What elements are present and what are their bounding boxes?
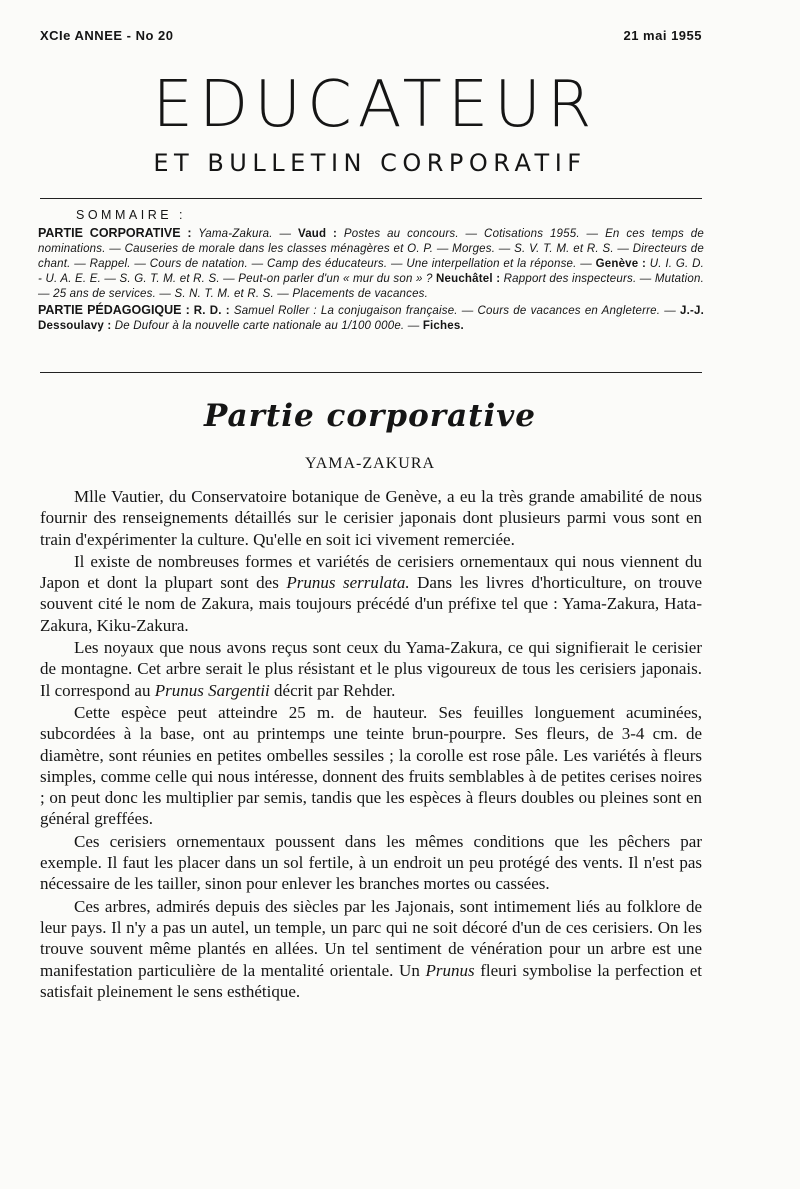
- toc-corporative: [38, 226, 704, 302]
- masthead-subtitle: ET BULLETIN CORPORATIF: [153, 149, 587, 177]
- table-of-contents: [38, 208, 704, 335]
- paragraph-6: Ces arbres, admirés depuis des siècles par les Jajonais, sont intimement liés au folklore de leur pays. Il n'y a pas un autel, un temple, un parc qui ne soit décoré d'un de ces cerisiers. On les trouve souvent même plantés en allées. Un tel sentiment de vénération pour un arbre est une manifestation particulière de la mentalité orientale. Un Prunus fleuri symbolise la perfection et satisfait pleinement le sens esthétique.: [40, 896, 702, 1001]
- section-title: Partie corporative: [204, 398, 536, 434]
- toc-heading: SOMMAIRE :: [76, 208, 187, 222]
- divider-top: [40, 198, 702, 199]
- toc-corporative-label: PARTIE CORPORATIVE :: [38, 226, 192, 240]
- issue-number: XCIe ANNEE - No 20: [40, 28, 174, 43]
- paragraph-1: Mlle Vautier, du Conservatoire botanique de Genève, a eu la très grande amabilité de nous fournir des renseignements détaillés sur le cerisier japonais dont plusieurs parmi vous sont en train d'expérimenter la culture. Qu'elle en soit ici vivement remerciée.: [40, 487, 702, 549]
- toc-pedagogique-label: PARTIE PÉDAGOGIQUE :: [38, 303, 190, 317]
- issue-header: [40, 28, 702, 43]
- divider-bottom: [40, 372, 702, 373]
- paragraph-2: Il existe de nombreuses formes et variétés de cerisiers ornementaux qui nous viennent du Japon et dont la plupart sont des Prunus serrulata. Dans les livres d'horticulture, on trouve souvent cité le nom de Zakura, mais toujours précédé d'un préfixe tel que : Yama-Zakura, Hata-Zakura, Kiku-Zakura.: [40, 551, 702, 635]
- toc-corporative-body: Yama-Zakura. — Vaud : Postes au concours. — Cotisations 1955. — En ces temps de nominations. — Causeries de morale dans les classes ménagères et O. P. — Morges. — S. V. T. M. et R. S. — Directeurs de chant. — Rappel. — Cours de natation. — Camp des éducateurs. — Une interpellation et la réponse. — Genève : U. I. G. D. - U. A. E. E. — S. G. T. M. et R. S. — Peut-on parler d'un « mur du son » ? Neuchâtel : Rapport des inspecteurs. — Mutation. — 25 ans de services. — S. N. T. M. et R. S. — Placements de vacances.: [38, 228, 704, 300]
- article-body: [40, 486, 702, 1002]
- masthead: [40, 70, 700, 178]
- masthead-title: EDUCATEUR: [152, 68, 598, 142]
- article-title: YAMA-ZAKURA: [304, 455, 436, 472]
- toc-pedagogique-body: R. D. : Samuel Roller : La conjugaison française. — Cours de vacances en Angleterre. — J.-J. Dessoulavy : De Dufour à la nouvelle carte nationale au 1/100 000e. — Fiches.: [38, 305, 705, 332]
- paragraph-3: Les noyaux que nous avons reçus sont ceux du Yama-Zakura, ce qui signifierait le cerisier de montagne. Cet arbre serait le plus résistant et le plus vigoureux de tous les cerisiers japonais. Il correspond au Prunus Sargentii décrit par Rehder.: [40, 638, 702, 700]
- paragraph-4: Cette espèce peut atteindre 25 m. de hauteur. Ses feuilles longuement acuminées, subcordées à la base, ont au printemps une teinte brun-pourpre. Ses fleurs, de 3-4 cm. de diamètre, sont réunies en petites ombelles sessiles ; la corolle est rose pâle. Les variétés à fleurs simples, comme celle qui nous intéresse, donnent des fruits semblables à de petites cerises noires ; on peut donc les multiplier par semis, tandis que les espèces à fleurs doubles ou pleines sont en général greffées.: [40, 702, 702, 829]
- toc-pedagogique: [38, 303, 704, 334]
- issue-date: 21 mai 1955: [623, 28, 702, 43]
- paragraph-5: Ces cerisiers ornementaux poussent dans les mêmes conditions que les pêchers par exemple. Il faut les placer dans un sol fertile, à un endroit un peu protégé des vents. Il n'est pas nécessaire de les tailler, sinon pour enlever les branches mortes ou cassées.: [40, 831, 702, 894]
